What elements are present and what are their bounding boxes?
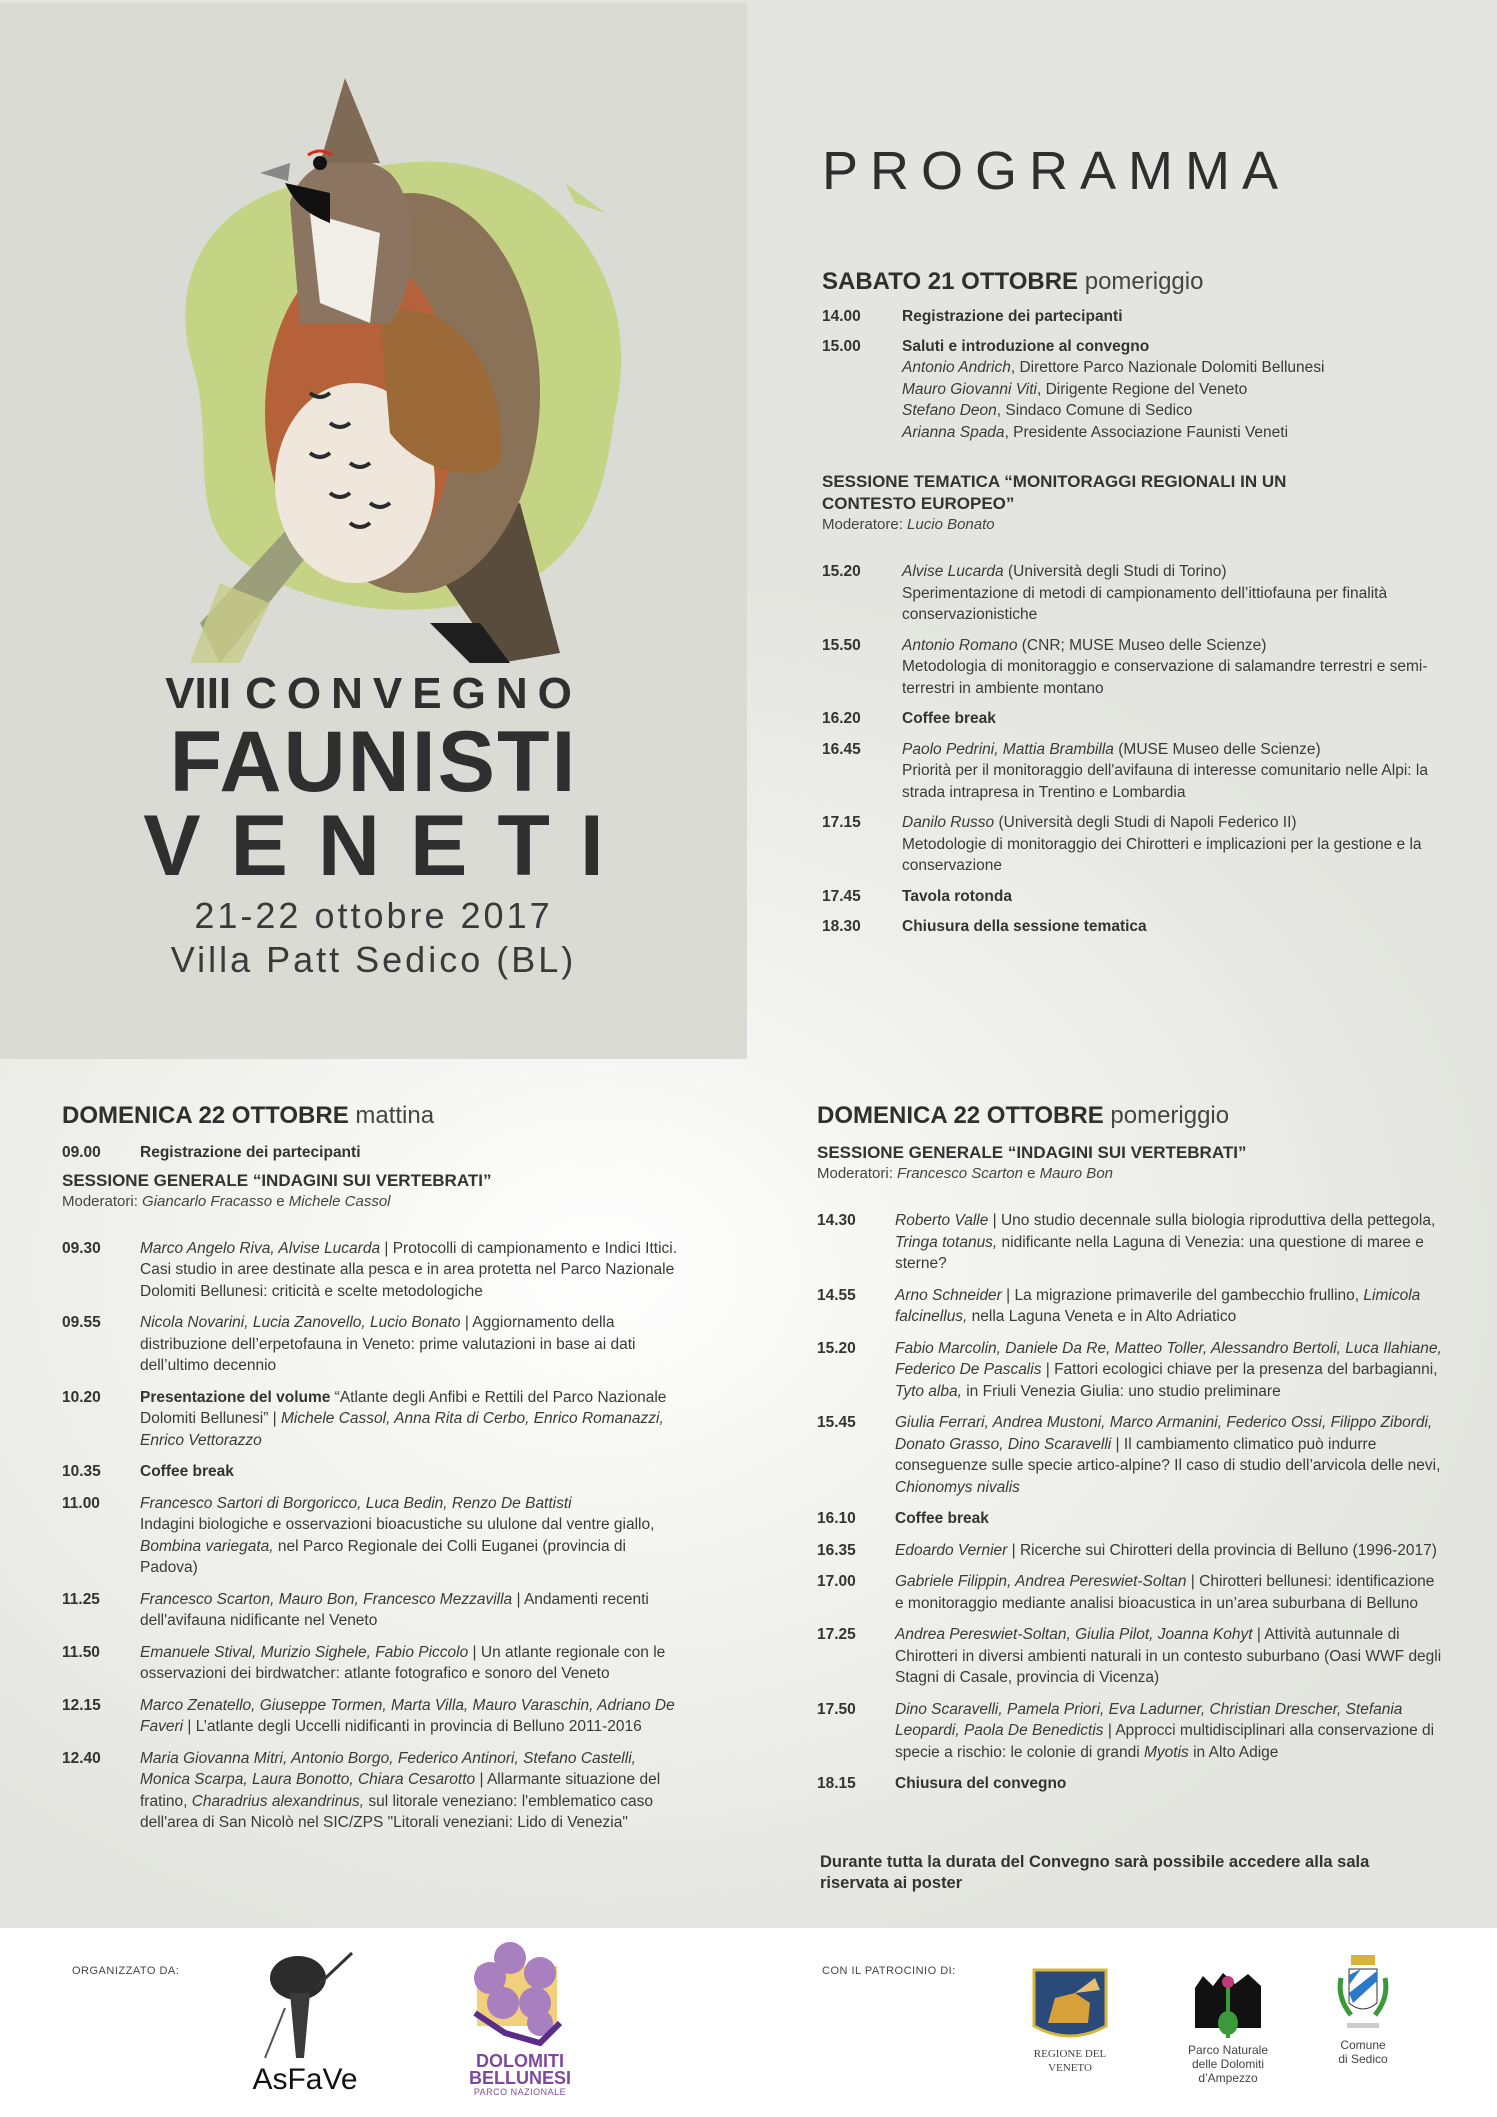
edition-number: VIII xyxy=(165,669,232,718)
regione-caption: REGIONE DEL VENETO xyxy=(1033,2048,1107,2074)
row-authors: Michele Cassol, Anna Rita di Cerbo, Enrico Romanazzi, Enrico Vettorazzo xyxy=(140,1410,664,1449)
row-affiliation: (Università degli Studi di Napoli Federico II) xyxy=(994,814,1297,831)
row-text: | La migrazione primaverile del gambecchio frullino, xyxy=(1001,1286,1364,1304)
row-body xyxy=(902,812,1442,877)
moderator-label: Moderatori: xyxy=(817,1165,898,1182)
dolomiti-line-2: BELLUNESI xyxy=(468,2068,571,2088)
row-time: 15.20 xyxy=(817,1339,856,1357)
moderator-name: Michele Cassol xyxy=(288,1192,391,1210)
row-body xyxy=(140,1589,687,1632)
species-name: Tringa totanus, xyxy=(895,1233,998,1251)
row-time: 17.25 xyxy=(817,1626,856,1643)
moderator-label: Moderatori: xyxy=(62,1192,143,1210)
lion-of-saint-mark-icon xyxy=(1030,1968,1110,2043)
ampezzo-caption-line: d’Ampezzo xyxy=(1198,2071,1258,2085)
row-text: nella Laguna Veneta e in Alto Adriatico xyxy=(967,1308,1237,1325)
row-text: in Alto Adige xyxy=(1188,1743,1279,1761)
regione-veneto-logo xyxy=(1020,1968,1120,2075)
row-text: sul litorale veneziano: l'emblematico caso dell'area di San Nicolò nel SIC/ZPS "Litorali veneziani: Lido di Venezia" xyxy=(140,1792,654,1831)
speaker-role: , Dirigente Regione del Veneto xyxy=(1036,380,1248,398)
dolomiti-bellunesi-logo xyxy=(465,1938,575,2113)
row-body xyxy=(895,1699,1447,1764)
row-time: 11.50 xyxy=(62,1643,100,1661)
row-text: | Un atlante regionale con le osservazioni dei birdwatcher: atlante fotografico e sonoro del Veneto xyxy=(140,1643,666,1682)
row-text: | Il cambiamento climatico può indurre conseguenze sulle specie artico-alpine? Il caso di studio dell’arvicola delle nevi, xyxy=(895,1435,1441,1474)
row-body xyxy=(140,1642,687,1685)
parco-ampezzo-logo xyxy=(1178,1968,1278,2085)
event-venue: Villa Patt Sedico (BL) xyxy=(170,939,577,980)
row-body xyxy=(140,1695,687,1738)
row-body xyxy=(895,1338,1447,1403)
row-body xyxy=(140,1387,687,1452)
ampezzo-caption-line: delle Dolomiti xyxy=(1191,2057,1265,2071)
row-time: 10.20 xyxy=(62,1388,101,1406)
row-body xyxy=(895,1508,1447,1530)
row-time: 11.25 xyxy=(62,1590,100,1608)
row-body xyxy=(140,1461,687,1483)
row-time: 15.45 xyxy=(817,1414,856,1431)
hero-panel xyxy=(0,3,747,1059)
row-authors: Edoardo Vernier xyxy=(895,1541,1008,1559)
row-body xyxy=(140,1238,687,1303)
row-body xyxy=(902,635,1442,700)
organizers-label: ORGANIZZATO DA: xyxy=(72,1965,180,1977)
flower-icon xyxy=(465,1938,575,2048)
footer xyxy=(0,1928,1497,2117)
row-authors: Danilo Russo xyxy=(902,814,995,831)
row-lead: Presentazione del volume xyxy=(140,1388,331,1406)
ampezzo-caption xyxy=(1178,2043,1278,2085)
row-body xyxy=(902,739,1442,804)
speaker-name: Stefano Deon xyxy=(902,402,997,419)
schedule-row xyxy=(822,812,1442,877)
session-title: SESSIONE GENERALE “INDAGINI SUI VERTEBRATI” xyxy=(62,1170,492,1190)
row-authors: Roberto Valle xyxy=(895,1212,989,1229)
species-name: Charadrius alexandrinus, xyxy=(191,1792,365,1810)
row-title: Registrazione dei partecipanti xyxy=(902,308,1123,325)
row-title: Tavola rotonda xyxy=(902,887,1012,905)
row-body xyxy=(902,708,1442,730)
row-authors: Alvise Lucarda xyxy=(902,563,1004,580)
row-title: Chiusura del convegno xyxy=(895,1775,1067,1792)
speaker-name: Antonio Andrich xyxy=(902,359,1011,376)
sedico-caption-line: Comune xyxy=(1340,2038,1386,2052)
programma-title: PROGRAMMA xyxy=(822,141,1291,201)
row-title: Coffee break xyxy=(902,710,996,727)
schedule-row xyxy=(62,1238,687,1303)
row-time: 17.15 xyxy=(822,814,861,831)
day-heading-main: SABATO 21 OTTOBRE xyxy=(822,268,1079,295)
hero-title-block xyxy=(0,668,747,982)
moderator-label: Moderatore: xyxy=(822,516,908,533)
schedule-row xyxy=(822,708,1442,730)
row-text: | Fattori ecologici chiave per la presenza del barbagianni, xyxy=(1041,1361,1438,1378)
schedule-row xyxy=(822,336,1442,444)
row-text: | Approcci multidisciplinari alla conservazione di specie a rischio: le colonie di grandi xyxy=(895,1722,1435,1761)
row-talk-title: Sperimentazione di metodi di campionamento dell’ittiofauna per finalità conservazionistiche xyxy=(902,584,1388,623)
row-text: | Protocolli di campionamento e Indici Ittici. Casi studio in aree destinate alla pesca e in area protetta nel Parco Nazionale Dolomiti Bellunesi: criticità e scelte metodologiche xyxy=(140,1239,678,1300)
row-authors: Marco Angelo Riva, Alvise Lucarda xyxy=(140,1239,381,1257)
day-heading-sub: pomeriggio xyxy=(1110,1102,1230,1129)
schedule-row xyxy=(822,635,1442,700)
row-time: 16.35 xyxy=(817,1541,856,1559)
row-talk-title: Priorità per il monitoraggio dell'avifauna di interesse comunitario nelle Alpi: la strada intrapresa in Trentino e Lombardia xyxy=(902,762,1428,801)
asfave-wordmark: AsFaVe xyxy=(252,2063,358,2096)
row-time: 12.40 xyxy=(62,1749,101,1767)
row-text: | Attività autunnale di Chirotteri in diversi ambienti naturali in un contesto suburbano (Oasi WWF degli Stagni di Casale, provincia di Vicenza) xyxy=(895,1626,1442,1686)
row-affiliation: (Università degli Studi di Torino) xyxy=(1003,563,1227,580)
row-body xyxy=(895,1210,1447,1275)
schedule-row xyxy=(822,739,1442,804)
row-title: Coffee break xyxy=(895,1510,989,1527)
row-text: nel Parco Regionale dei Colli Euganei (provincia di Padova) xyxy=(140,1537,626,1576)
row-body xyxy=(140,1493,687,1579)
row-authors: Giulia Ferrari, Andrea Mustoni, Marco Armanini, Federico Ossi, Filippo Zibordi, Donato Grasso, Dino Scaravelli xyxy=(895,1414,1433,1453)
schedule-row xyxy=(817,1624,1447,1689)
sedico-caption xyxy=(1318,2038,1408,2066)
ampezzo-caption-line: Parco Naturale xyxy=(1187,2043,1269,2057)
row-time: 14.55 xyxy=(817,1286,856,1304)
row-authors: Paolo Pedrini, Mattia Brambilla xyxy=(902,740,1114,758)
row-authors: Antonio Romano xyxy=(902,636,1018,654)
speaker-name: Arianna Spada xyxy=(902,423,1005,441)
row-text: in Friuli Venezia Giulia: uno studio preliminare xyxy=(961,1382,1281,1400)
row-talk-title: Metodologia di monitoraggio e conservazione di salamandre terrestri e semi-terrestri in ambiente montano xyxy=(902,658,1428,697)
patronage-label: CON IL PATROCINIO DI: xyxy=(822,1965,956,1977)
sunday-morning-schedule xyxy=(62,1102,687,1844)
speaker-role: , Presidente Associazione Faunisti Veneti xyxy=(1004,423,1289,441)
row-time: 15.50 xyxy=(822,636,861,654)
session-title: SESSIONE GENERALE “INDAGINI SUI VERTEBRATI” xyxy=(817,1143,1247,1162)
row-authors: Andrea Pereswiet-Soltan, Giulia Pilot, Joanna Kohyt xyxy=(895,1626,1253,1643)
day-heading-sub: pomeriggio xyxy=(1084,268,1204,295)
asfave-logo xyxy=(240,1948,370,2098)
sunday-afternoon-schedule xyxy=(817,1102,1447,1805)
schedule-row xyxy=(817,1699,1447,1764)
row-affiliation: (MUSE Museo delle Scienze) xyxy=(1113,740,1321,758)
row-body xyxy=(140,1748,687,1834)
day-heading-main: DOMENICA 22 OTTOBRE xyxy=(817,1102,1104,1129)
row-time: 16.45 xyxy=(822,740,861,758)
row-body xyxy=(140,1312,687,1377)
moderator-name: Lucio Bonato xyxy=(907,516,995,533)
row-body xyxy=(895,1624,1447,1689)
row-authors: Francesco Sartori di Borgoricco, Luca Bedin, Renzo De Battisti xyxy=(140,1494,572,1512)
session-title: SESSIONE TEMATICA “MONITORAGGI REGIONALI IN UN CONTESTO EUROPEO” xyxy=(822,472,1287,513)
schedule-row xyxy=(62,1642,687,1685)
row-affiliation: (CNR; MUSE Museo delle Scienze) xyxy=(1017,636,1267,654)
session-moderator xyxy=(62,1192,687,1212)
row-time: 12.15 xyxy=(62,1696,101,1714)
species-name: Tyto alba, xyxy=(895,1382,962,1400)
schedule-row xyxy=(62,1589,687,1632)
session-moderator xyxy=(822,515,1442,535)
schedule-row xyxy=(822,306,1442,328)
hazel-grouse-illustration xyxy=(180,63,580,663)
mountain-flower-icon xyxy=(1193,1968,1263,2043)
edition-line xyxy=(0,668,747,720)
row-authors: Marco Zenatello, Giuseppe Tormen, Marta Villa, Mauro Varaschin, Adriano De Faveri xyxy=(140,1696,675,1735)
moderator-name: Mauro Bon xyxy=(1039,1165,1113,1182)
speaker-name: Mauro Giovanni Viti xyxy=(902,380,1037,398)
dolomiti-line-1: DOLOMITI xyxy=(476,2051,564,2071)
moderator-name: Giancarlo Fracasso xyxy=(142,1192,273,1210)
schedule-row xyxy=(817,1285,1447,1328)
event-dates: 21-22 ottobre 2017 xyxy=(194,895,553,936)
schedule-row xyxy=(822,886,1442,908)
sedico-caption-line: di Sedico xyxy=(1338,2052,1388,2066)
schedule-row xyxy=(822,561,1442,626)
row-body xyxy=(895,1540,1447,1562)
row-text: | Ricerche sui Chirotteri della provincia di Belluno (1996-2017) xyxy=(1007,1541,1437,1559)
row-authors: Dino Scaravelli, Pamela Priori, Eva Ladurner, Christian Drescher, Stefania Leopardi, Paola De Benedictis xyxy=(895,1700,1403,1739)
row-text: | Uno studio decennale sulla biologia riproduttiva della pettegola, xyxy=(988,1212,1436,1229)
row-time: 17.50 xyxy=(817,1700,856,1718)
coat-of-arms-icon xyxy=(1333,1953,1393,2038)
row-title: Registrazione dei partecipanti xyxy=(140,1144,361,1161)
saturday-schedule xyxy=(822,268,1442,947)
schedule-row xyxy=(62,1312,687,1377)
row-body xyxy=(895,1571,1447,1614)
species-name: Limicola falcinellus, xyxy=(895,1286,1421,1325)
row-authors: Francesco Scarton, Mauro Bon, Francesco Mezzavilla xyxy=(140,1590,513,1608)
row-text: “Atlante degli Anfibi e Rettili del Parco Nazionale Dolomiti Bellunesi” | xyxy=(140,1388,667,1427)
row-text: nidificante nella Laguna di Venezia: una questione di maree e sterne? xyxy=(895,1233,1424,1272)
row-time: 14.00 xyxy=(822,308,861,325)
schedule-row xyxy=(62,1748,687,1834)
comune-sedico-logo xyxy=(1318,1953,1408,2066)
row-authors: Emanuele Stival, Murizio Sighele, Fabio Piccolo xyxy=(140,1643,469,1661)
row-talk-title: Metodologie di monitoraggio dei Chirotteri e implicazioni per la gestione e la conservazione xyxy=(902,835,1422,874)
schedule-row xyxy=(62,1387,687,1452)
row-time: 09.30 xyxy=(62,1239,101,1257)
row-time: 16.20 xyxy=(822,710,861,727)
convegno-label: CONVEGNO xyxy=(245,669,582,718)
row-time: 15.00 xyxy=(822,337,861,355)
moderator-name: Francesco Scarton xyxy=(897,1165,1023,1182)
schedule-row xyxy=(817,1508,1447,1530)
day-heading-sub: mattina xyxy=(355,1102,435,1129)
moderator-sep: e xyxy=(272,1192,289,1210)
row-time: 14.30 xyxy=(817,1212,856,1229)
schedule-row xyxy=(817,1338,1447,1403)
row-title: Saluti e introduzione al convegno xyxy=(902,337,1150,355)
row-title: Coffee break xyxy=(140,1463,234,1480)
row-authors: Nicola Novarini, Lucia Zanovello, Lucio Bonato xyxy=(140,1314,461,1331)
row-text: | L’atlante degli Uccelli nidificanti in provincia di Belluno 2011-2016 xyxy=(183,1718,642,1735)
schedule-row xyxy=(62,1142,687,1164)
schedule-row xyxy=(817,1540,1447,1562)
row-time: 11.00 xyxy=(62,1494,100,1512)
species-name: Chionomys nivalis xyxy=(895,1478,1020,1496)
schedule-row xyxy=(817,1773,1447,1795)
row-time: 15.20 xyxy=(822,563,861,580)
species-name: Myotis xyxy=(1144,1743,1189,1761)
speaker-role: , Sindaco Comune di Sedico xyxy=(996,402,1193,419)
row-text: | Allarmante situazione del fratino, xyxy=(140,1771,661,1810)
row-time: 17.00 xyxy=(817,1573,856,1590)
asfave-bird-icon xyxy=(240,1948,370,2058)
schedule-row xyxy=(62,1493,687,1579)
schedule-row xyxy=(817,1571,1447,1614)
schedule-row xyxy=(817,1210,1447,1275)
row-body xyxy=(895,1285,1447,1328)
row-text: | Aggiornamento della distribuzione dell’erpetofauna in Veneto: prime valutazioni in base ai dati dell’ultimo decennio xyxy=(140,1314,636,1374)
row-body xyxy=(895,1412,1447,1498)
day-heading xyxy=(822,268,1442,296)
day-heading-main: DOMENICA 22 OTTOBRE xyxy=(62,1102,349,1129)
row-time: 18.30 xyxy=(822,918,861,935)
row-authors: Maria Giovanna Mitri, Antonio Borgo, Federico Antinori, Stefano Castelli, Monica Scarpa, Laura Bonotto, Chiara Cesarotto xyxy=(140,1749,636,1788)
species-name: Bombina variegata, xyxy=(140,1537,274,1555)
poster-note: Durante tutta la durata del Convegno sarà possibile accedere alla sala riservata ai poster xyxy=(820,1853,1370,1892)
row-authors: Fabio Marcolin, Daniele Da Re, Matteo Toller, Alessandro Bertoli, Luca Ilahiane, Federico De Pascalis xyxy=(895,1339,1442,1378)
title-line-2: VENETI xyxy=(143,798,634,894)
schedule-row xyxy=(62,1461,687,1483)
row-text: Indagini biologiche e osservazioni bioacustiche su ululone dal ventre giallo, xyxy=(140,1516,655,1533)
row-title: Chiusura della sessione tematica xyxy=(902,918,1147,935)
session-moderator xyxy=(817,1164,1447,1184)
title-line-1: FAUNISTI xyxy=(169,714,578,810)
row-authors: Arno Schneider xyxy=(895,1286,1002,1304)
row-time: 09.55 xyxy=(62,1314,101,1331)
row-body xyxy=(902,916,1442,938)
row-body xyxy=(902,561,1442,626)
row-body xyxy=(895,1773,1447,1795)
dolomiti-line-3: PARCO NAZIONALE xyxy=(473,2087,567,2097)
moderator-sep: e xyxy=(1022,1165,1040,1182)
speaker-role: , Direttore Parco Nazionale Dolomiti Bellunesi xyxy=(1010,359,1325,376)
row-body xyxy=(902,886,1442,908)
row-time: 09.00 xyxy=(62,1144,101,1161)
row-authors: Gabriele Filippin, Andrea Pereswiet-Soltan xyxy=(895,1573,1187,1590)
day-heading xyxy=(817,1102,1447,1130)
row-text: | Andamenti recenti dell'avifauna nidificante nel Veneto xyxy=(140,1590,649,1629)
row-time: 10.35 xyxy=(62,1463,101,1480)
day-heading xyxy=(62,1102,687,1130)
row-time: 18.15 xyxy=(817,1775,856,1792)
schedule-row xyxy=(62,1695,687,1738)
schedule-row xyxy=(822,916,1442,938)
row-time: 17.45 xyxy=(822,887,861,905)
row-time: 16.10 xyxy=(817,1510,856,1527)
schedule-row xyxy=(817,1412,1447,1498)
row-text: | Chirotteri bellunesi: identificazione e monitoraggio mediante analisi bioacustica in un’area suburbana di Belluno xyxy=(895,1573,1435,1612)
